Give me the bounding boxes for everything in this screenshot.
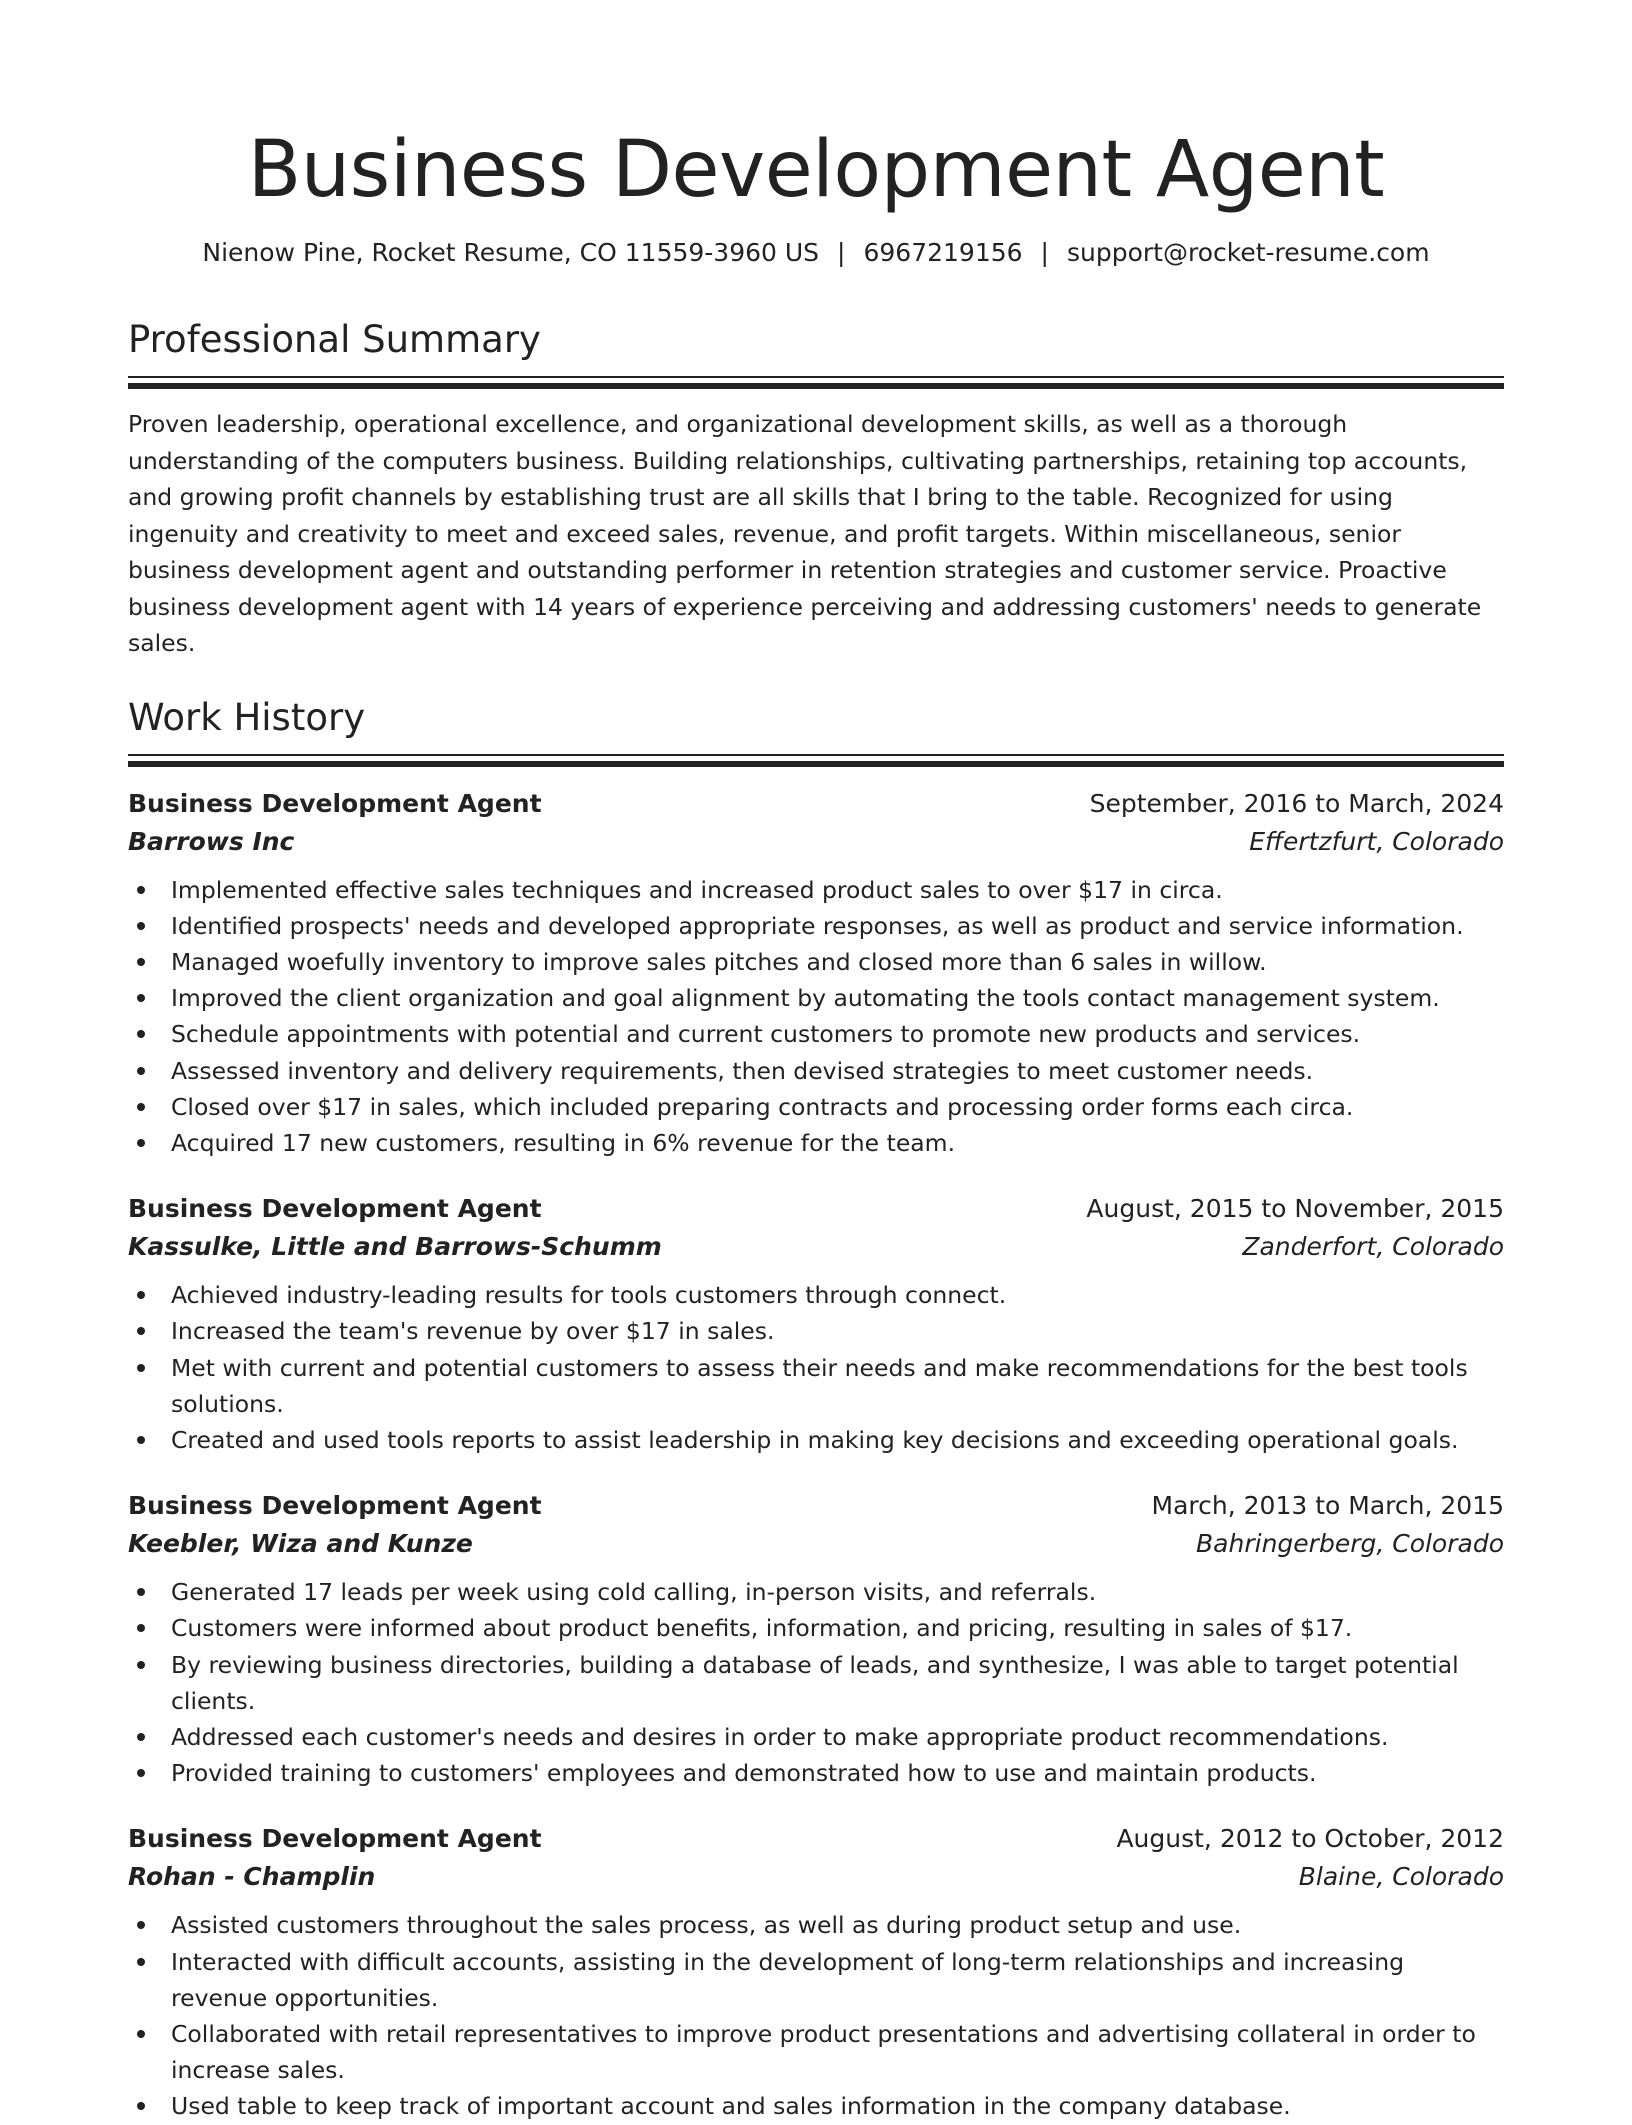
job-dates: September, 2016 to March, 2024 [1089, 788, 1504, 818]
contact-address: Nienow Pine, Rocket Resume, CO 11559-3960 US [202, 238, 820, 267]
job-location: Zanderfort, Colorado [1242, 1232, 1504, 1262]
job-company: Barrows Inc [128, 826, 295, 856]
job-bullet: Schedule appointments with potential and current customers to promote new products and services. [171, 1016, 1504, 1052]
contact-separator: | [1040, 238, 1049, 267]
job-location: Blaine, Colorado [1298, 1862, 1504, 1892]
job-bullets [128, 1277, 1504, 1458]
section-divider [128, 754, 1504, 764]
job-dates: March, 2013 to March, 2015 [1151, 1491, 1504, 1521]
job-title: Business Development Agent [128, 1194, 542, 1224]
job-company: Kassulke, Little and Barrows-Schumm [128, 1232, 662, 1262]
job-location: Bahringerberg, Colorado [1196, 1529, 1504, 1559]
job-bullet: Interacted with difficult accounts, assisting in the development of long-term relationships and increasing revenue opportunities. [171, 1944, 1504, 2016]
job-entry [128, 1821, 1504, 2124]
job-bullet: Provided training to customers' employees and demonstrated how to use and maintain products. [171, 1755, 1504, 1791]
job-bullet: Managed woefully inventory to improve sales pitches and closed more than 6 sales in willow. [171, 944, 1504, 980]
job-bullets [128, 1907, 1504, 2124]
job-bullet: Collaborated with retail representatives to improve product presentations and advertising collateral in order to increase sales. [171, 2016, 1504, 2088]
section-heading-work-history: Work History [128, 695, 366, 739]
resume-name: Business Development Agent [247, 125, 1385, 215]
summary-text: Proven leadership, operational excellence, and organizational development skills, as well as a thorough understanding of the computers business. Building relationships, cultivating partnerships, retaining top accounts, and growing profit channels by establishing trust are all skills that I bring to the table. Recognized for using ingenuity and creativity to meet and exceed sales, revenue, and profit targets. Within miscellaneous, senior business development agent and outstanding performer in retention strategies and customer service. Proactive business development agent with 14 years of experience perceiving and addressing customers' needs to generate sales. [128, 410, 1482, 657]
job-location: Effertzfurt, Colorado [1249, 826, 1504, 856]
job-title: Business Development Agent [128, 1491, 542, 1521]
contact-phone: 6967219156 [863, 238, 1023, 267]
job-bullet: Identified prospects' needs and developed appropriate responses, as well as product and service information. [171, 908, 1504, 944]
job-company: Keebler, Wiza and Kunze [128, 1529, 473, 1559]
work-history-section [128, 694, 1504, 2125]
job-company: Rohan - Champlin [128, 1862, 376, 1892]
job-bullet: Created and used tools reports to assist leadership in making key decisions and exceeding operational goals. [171, 1422, 1504, 1458]
job-bullet: Assisted customers throughout the sales process, as well as during product setup and use. [171, 1907, 1504, 1943]
job-bullet: Achieved industry-leading results for tools customers through connect. [171, 1277, 1504, 1313]
job-bullet: Generated 17 leads per week using cold calling, in-person visits, and referrals. [171, 1574, 1504, 1610]
job-bullet: Assessed inventory and delivery requirements, then devised strategies to meet customer needs. [171, 1053, 1504, 1089]
job-bullet: Improved the client organization and goal alignment by automating the tools contact management system. [171, 980, 1504, 1016]
job-bullet: Increased the team's revenue by over $17 in sales. [171, 1313, 1504, 1349]
job-bullets [128, 1574, 1504, 1791]
job-entry [128, 786, 1504, 1162]
job-entry [128, 1191, 1504, 1458]
professional-summary-section [128, 316, 1504, 662]
job-title: Business Development Agent [128, 1824, 542, 1854]
contact-email: support@rocket-resume.com [1066, 238, 1430, 267]
job-bullet: By reviewing business directories, building a database of leads, and synthesize, I was able to target potential clients. [171, 1647, 1504, 1719]
contact-separator: | [837, 238, 846, 267]
job-title: Business Development Agent [128, 788, 542, 818]
job-bullet: Customers were informed about product benefits, information, and pricing, resulting in sales of $17. [171, 1610, 1504, 1646]
job-dates: August, 2015 to November, 2015 [1086, 1194, 1504, 1224]
resume-page [128, 0, 1504, 2125]
job-entry [128, 1488, 1504, 1791]
job-bullet: Acquired 17 new customers, resulting in 6% revenue for the team. [171, 1125, 1504, 1161]
contact-line [128, 236, 1504, 270]
job-bullet: Closed over $17 in sales, which included preparing contracts and processing order forms each circa. [171, 1089, 1504, 1125]
job-bullet: Implemented effective sales techniques and increased product sales to over $17 in circa. [171, 872, 1504, 908]
job-bullet: Addressed each customer's needs and desires in order to make appropriate product recommendations. [171, 1719, 1504, 1755]
section-divider [128, 376, 1504, 386]
job-dates: August, 2012 to October, 2012 [1116, 1824, 1504, 1854]
job-bullet: Used table to keep track of important account and sales information in the company database. [171, 2088, 1504, 2124]
section-heading-summary: Professional Summary [128, 318, 541, 361]
job-bullet: Met with current and potential customers to assess their needs and make recommendations for the best tools solutions. [171, 1350, 1504, 1422]
job-bullets [128, 872, 1504, 1162]
